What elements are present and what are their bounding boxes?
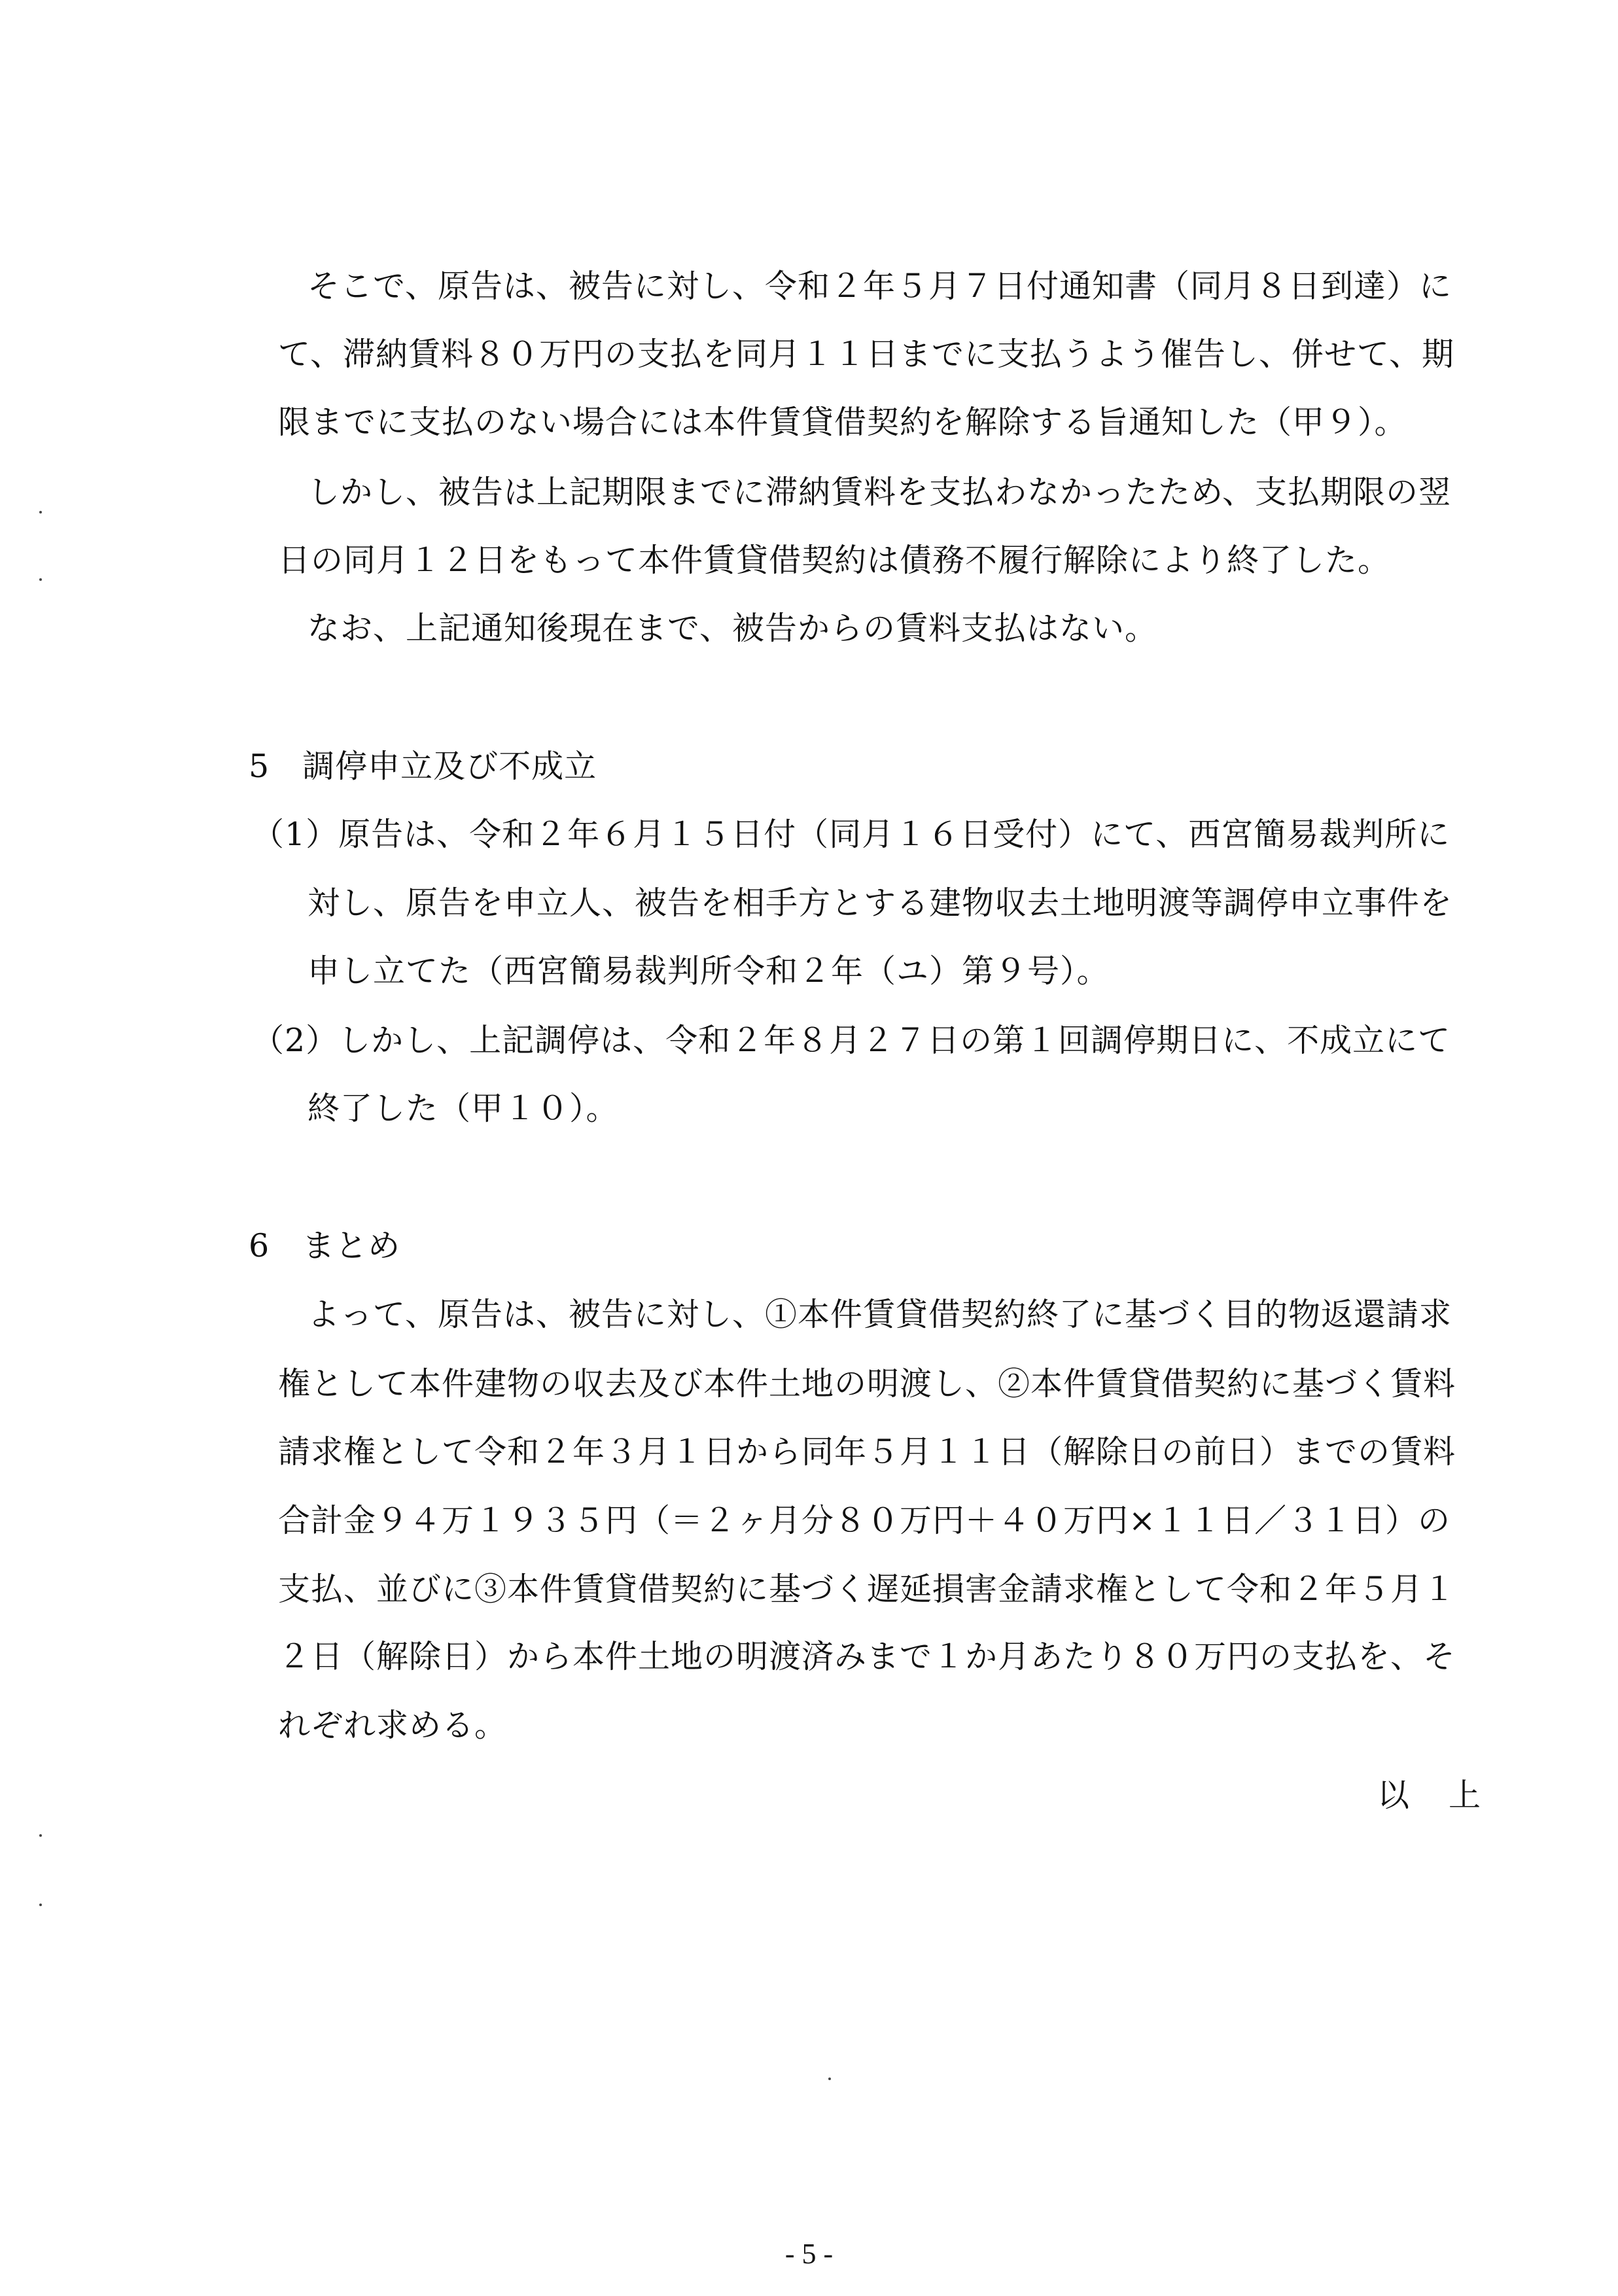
- section6-body-line-2: 権として本件建物の収去及び本件土地の明渡し、②本件賃貸借契約に基づく賃料: [278, 1365, 1456, 1402]
- section6-body-line-1: よって、原告は、被告に対し、①本件賃貸借契約終了に基づく目的物返還請求: [308, 1296, 1452, 1333]
- section6-heading: 6 まとめ: [249, 1227, 401, 1264]
- para1-line-3: 限までに支払のない場合には本件賃貸借契約を解除する旨通知した（甲９）。: [278, 404, 1407, 441]
- section5-heading: 5 調停申立及び不成立: [249, 748, 597, 785]
- para1-line-2: て、滞納賃料８０万円の支払を同月１１日までに支払うよう催告し、併せて、期: [278, 336, 1455, 373]
- page-number: - 5 -: [784, 2238, 834, 2270]
- section6-body-line-7: れぞれ求める。: [278, 1707, 508, 1744]
- section6-body-line-3: 請求権として令和２年３月１日から同年５月１１日（解除日の前日）までの賃料: [278, 1433, 1456, 1470]
- para3-line-1: なお、上記通知後現在まで、被告からの賃料支払はない。: [308, 610, 1158, 647]
- para2-line-1: しかし、被告は上記期限までに滞納賃料を支払わなかったため、支払期限の翌: [308, 474, 1452, 511]
- scan-mark: [39, 511, 42, 513]
- section5-item1-line-3: 申し立てた（西宮簡易裁判所令和２年（ユ）第９号）。: [308, 952, 1110, 990]
- section5-item2-line-1: （2）しかし、上記調停は、令和２年８月２７日の第１回調停期日に、不成立にて: [252, 1022, 1451, 1059]
- scan-mark: [39, 1834, 42, 1837]
- closing-mark: 以上: [1377, 1777, 1521, 1814]
- section6-body-line-5: 支払、並びに③本件賃貸借契約に基づく遅延損害金請求権として令和２年５月１: [278, 1571, 1456, 1608]
- section5-item2-line-2: 終了した（甲１０）。: [308, 1090, 619, 1127]
- section5-item1-line-1: （1）原告は、令和２年６月１５日付（同月１６日受付）にて、西宮簡易裁判所に: [252, 816, 1451, 853]
- scan-mark: [39, 1904, 42, 1906]
- section6-body-line-4: 合計金９４万１９３５円（＝２ヶ月分８０万円＋４０万円×１１日／３１日）の: [278, 1502, 1451, 1539]
- section6-body-line-6: ２日（解除日）から本件土地の明渡済みまで１か月あたり８０万円の支払を、そ: [278, 1638, 1456, 1675]
- scan-mark: [39, 578, 42, 581]
- para2-line-2: 日の同月１２日をもって本件賃貸借契約は債務不履行解除により終了した。: [278, 542, 1391, 579]
- scan-mark: [828, 2078, 831, 2080]
- section5-item1-line-2: 対し、原告を申立人、被告を相手方とする建物収去土地明渡等調停申立事件を: [308, 884, 1453, 922]
- para1-line-1: そこで、原告は、被告に対し、令和２年５月７日付通知書（同月８日到達）に: [308, 268, 1452, 305]
